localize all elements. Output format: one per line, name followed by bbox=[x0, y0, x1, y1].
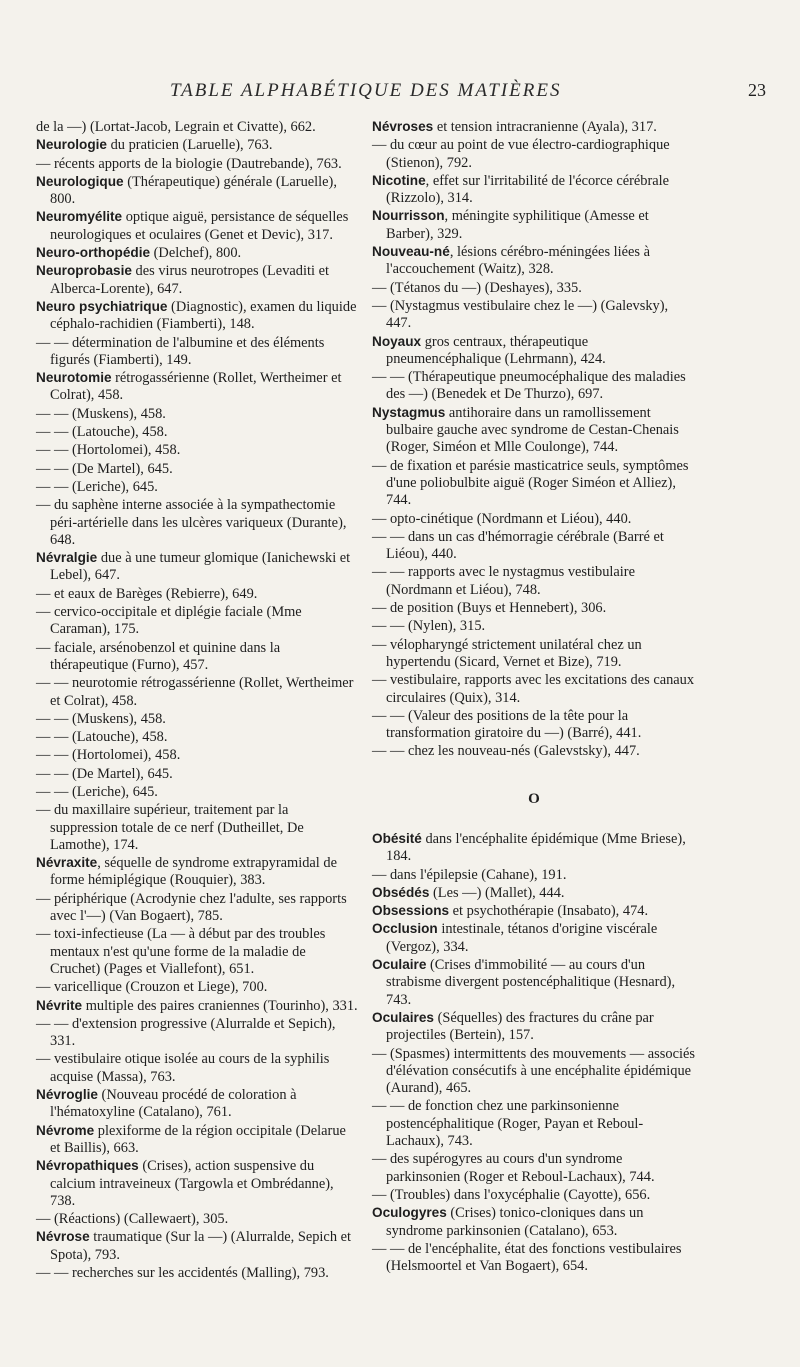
index-entry bbox=[36, 801, 358, 854]
page-number: 23 bbox=[748, 80, 766, 100]
index-entry bbox=[36, 118, 358, 136]
entry-text: — — de fonction chez une parkinsonienne postencéphalitique (Roger, Payan et Reboul-Lachaux), 743. bbox=[372, 1098, 644, 1150]
entry-headword: Neuromyélite bbox=[36, 209, 123, 225]
entry-text: — récents apports de la biologie (Dautrebande), 763. bbox=[36, 155, 342, 172]
entry-text: — (Réactions) (Callewaert), 305. bbox=[36, 1211, 229, 1228]
index-entry bbox=[36, 244, 358, 262]
index-entry bbox=[372, 118, 696, 136]
entry-text: — (Spasmes) intermittents des mouvements — associés d'élévation consécutifs à une encéphalite épidémique (Aurand), 465. bbox=[372, 1045, 695, 1097]
index-entry bbox=[372, 902, 696, 920]
entry-text: — opto-cinétique (Nordmann et Liéou), 440. bbox=[372, 510, 632, 527]
section-letter: O bbox=[528, 790, 540, 807]
index-entry bbox=[36, 1050, 358, 1086]
entry-headword: Nouveau-né bbox=[372, 244, 450, 260]
entry-text: — — dans un cas d'hémorragie cérébrale (Barré et Liéou), 440. bbox=[372, 528, 664, 563]
index-entry bbox=[372, 1045, 696, 1098]
index-entry bbox=[36, 334, 358, 370]
entry-text: — — (Hortolomei), 458. bbox=[36, 442, 181, 459]
index-entry bbox=[36, 746, 358, 764]
index-entry bbox=[36, 997, 358, 1015]
index-entry bbox=[372, 920, 696, 956]
index-entry bbox=[372, 599, 696, 617]
index-entry bbox=[372, 707, 696, 743]
index-entry bbox=[36, 1210, 358, 1228]
entry-headword: Névroses bbox=[372, 119, 434, 134]
entry-text: (Delchef), 800. bbox=[150, 245, 242, 262]
entry-text: — vestibulaire, rapports avec les excitations des canaux circulaires (Quix), 314. bbox=[372, 672, 695, 706]
entry-text: et tension intracranienne (Ayala), 317. bbox=[433, 119, 657, 135]
index-entry bbox=[36, 710, 358, 728]
index-entry bbox=[36, 496, 358, 549]
entry-text: — — (Nylen), 315. bbox=[372, 618, 486, 635]
entry-headword: Occlusion bbox=[372, 921, 438, 937]
index-entry bbox=[36, 405, 358, 423]
index-entry bbox=[372, 136, 696, 172]
running-head bbox=[0, 80, 800, 106]
entry-text: — — (Valeur des positions de la tête pour la transformation giratoire du —) (Barré), 441. bbox=[372, 707, 642, 742]
entry-text: du praticien (Laruelle), 763. bbox=[107, 137, 273, 154]
index-entry bbox=[36, 978, 358, 996]
entry-text: — — (Latouche), 458. bbox=[36, 729, 168, 746]
entry-text: — — (Muskens), 458. bbox=[36, 405, 166, 422]
entry-text: — de fixation et parésie masticatrice seuls, symptômes d'une poliobulbite aiguë (Roger Siméon et Alliez), 744. bbox=[372, 457, 689, 509]
entry-headword: Neurologique bbox=[36, 173, 124, 189]
entry-headword: Oculogyres bbox=[372, 1205, 447, 1221]
index-entry bbox=[372, 297, 696, 333]
entry-text: — — rapports avec le nystagmus vestibulaire (Nordmann et Liéou), 748. bbox=[372, 564, 635, 598]
index-column-right bbox=[372, 118, 696, 1275]
index-entry bbox=[36, 925, 358, 978]
entry-text: — — (Muskens), 458. bbox=[36, 710, 166, 727]
index-entry bbox=[36, 728, 358, 746]
entry-text: — (Troubles) dans l'oxycéphalie (Cayotte), 656. bbox=[372, 1186, 651, 1203]
index-entry bbox=[372, 207, 696, 243]
index-entry bbox=[36, 1264, 358, 1282]
entry-headword: Neuro-orthopédie bbox=[36, 245, 151, 261]
entry-text: — — chez les nouveau-nés (Galevstsky), 447. bbox=[372, 743, 640, 760]
index-entry bbox=[372, 333, 696, 369]
entry-text: (Crises d'immobilité — au cours d'un strabisme divergent postencéphalitique (Hesnard), 743. bbox=[386, 957, 676, 1008]
entry-headword: Neuro psychiatrique bbox=[36, 298, 168, 314]
entry-headword: Neurotomie bbox=[36, 370, 112, 386]
entry-text: (Crises), action suspensive du calcium intraveineux (Targowla et Ombrédanne), 738. bbox=[50, 1158, 334, 1209]
index-section-n bbox=[372, 118, 696, 761]
index-entry bbox=[36, 854, 358, 890]
index-section-o bbox=[372, 830, 696, 1275]
entry-text: — varicellique (Crouzon et Liege), 700. bbox=[36, 979, 268, 996]
entry-text: due à une tumeur glomique (Ianichewski et Lebel), 647. bbox=[50, 550, 351, 584]
entry-text: — — neurotomie rétrogassérienne (Rollet, Wertheimer et Colrat), 458. bbox=[36, 675, 354, 709]
index-entry bbox=[36, 603, 358, 639]
index-entry bbox=[36, 639, 358, 675]
entry-text: des virus neurotropes (Levaditi et Alberca-Lorente), 647. bbox=[50, 263, 329, 297]
entry-headword: Névrite bbox=[36, 997, 83, 1013]
index-entry bbox=[372, 368, 696, 404]
index-entry bbox=[372, 866, 696, 884]
index-entry bbox=[36, 1228, 358, 1264]
entry-text: — vélopharyngé strictement unilatéral chez un hypertendu (Sicard, Vernet et Bize), 719. bbox=[372, 636, 642, 670]
entry-text: — toxi-infectieuse (La — à début par des troubles mentaux n'est qu'une forme de la maladie de Cruchet) (Pages et Viallefont), 651. bbox=[36, 926, 326, 977]
entry-text: (Les —) (Mallet), 444. bbox=[429, 884, 565, 901]
index-entry bbox=[36, 423, 358, 441]
index-entry bbox=[36, 460, 358, 478]
index-entry bbox=[372, 1097, 696, 1150]
index-entry bbox=[36, 549, 358, 585]
entry-text: (Séquelles) des fractures du crâne par projectiles (Bertein), 157. bbox=[386, 1009, 654, 1044]
entry-headword: Neuroprobasie bbox=[36, 263, 132, 279]
entry-text: — vestibulaire otique isolée au cours de la syphilis acquise (Massa), 763. bbox=[36, 1051, 330, 1085]
index-entry bbox=[372, 956, 696, 1009]
entry-headword: Obsédés bbox=[372, 884, 430, 900]
index-entry bbox=[372, 1240, 696, 1276]
entry-text: — du maxillaire supérieur, traitement par la suppression totale de ce nerf (Dutheillet, De Lamothe), 174. bbox=[36, 802, 304, 853]
index-entry bbox=[36, 478, 358, 496]
entry-text: — périphérique (Acrodynie chez l'adulte, ses rapports avec l'—) (Van Bogaert), 785. bbox=[36, 890, 347, 925]
index-entry bbox=[372, 671, 696, 707]
index-entry bbox=[36, 890, 358, 926]
entry-text: , séquelle de syndrome extrapyramidal de forme hémiplégique (Rouquier), 383. bbox=[50, 855, 337, 889]
entry-text: — du cœur au point de vue électro-cardiographique (Stienon), 792. bbox=[372, 137, 670, 171]
index-entry bbox=[372, 563, 696, 599]
index-entry bbox=[372, 404, 696, 457]
entry-text: (Crises) tonico-cloniques dans un syndrome parkinsonien (Catalano), 653. bbox=[386, 1205, 644, 1239]
index-entry bbox=[372, 172, 696, 208]
entry-headword: Névraxite bbox=[36, 855, 98, 871]
entry-text: — cervico-occipitale et diplégie faciale (Mme Caraman), 175. bbox=[36, 604, 302, 638]
index-entry bbox=[36, 441, 358, 459]
entry-text: traumatique (Sur la —) (Alurralde, Sepich et Spota), 793. bbox=[50, 1229, 351, 1263]
entry-text: optique aiguë, persistance de séquelles neurologiques et oculaires (Genet et Devic), 317. bbox=[50, 209, 349, 243]
index-entry bbox=[36, 173, 358, 209]
index-entry bbox=[36, 1015, 358, 1051]
index-entry bbox=[36, 208, 358, 244]
index-column-left bbox=[36, 118, 358, 1282]
entry-text: — faciale, arsénobenzol et quinine dans la thérapeutique (Furno), 457. bbox=[36, 639, 281, 673]
entry-headword: Noyaux bbox=[372, 333, 422, 349]
index-entry bbox=[372, 510, 696, 528]
entry-text: — — (Leriche), 645. bbox=[36, 783, 158, 800]
entry-text: (Diagnostic), examen du liquide céphalo-rachidien (Fiamberti), 148. bbox=[50, 298, 357, 333]
index-entry bbox=[372, 457, 696, 510]
entry-text: gros centraux, thérapeutique pneumencéphalique (Lehrmann), 424. bbox=[386, 333, 606, 367]
entry-text: , méningite syphilitique (Amesse et Barber), 329. bbox=[386, 208, 649, 242]
entry-text: antihoraire dans un ramollissement bulbaire gauche avec syndrome de Cestan-Chenais (Roger, Siméon et Mlle Coulonge), 744. bbox=[386, 404, 679, 456]
index-entry bbox=[372, 1009, 696, 1045]
index-entry bbox=[36, 369, 358, 405]
entry-headword: Obsessions bbox=[372, 903, 450, 919]
index-entry bbox=[372, 1150, 696, 1186]
entry-text: — — (Thérapeutique pneumocéphalique des maladies des —) (Benedek et De Thurzo), 697. bbox=[372, 369, 686, 403]
index-entry bbox=[372, 279, 696, 297]
entry-headword: Neurologie bbox=[36, 137, 107, 153]
index-entry bbox=[36, 298, 358, 334]
index-entry bbox=[372, 528, 696, 564]
entry-headword: Obésité bbox=[372, 830, 422, 846]
entry-headword: Névrose bbox=[36, 1229, 90, 1245]
entry-text: — — (Hortolomei), 458. bbox=[36, 747, 181, 764]
entry-text: — du saphène interne associée à la sympathectomie péri-artérielle dans les ulcères variqueux (Durante), 648. bbox=[36, 497, 347, 548]
entry-text: — (Nystagmus vestibulaire chez le —) (Galevsky), 447. bbox=[372, 297, 669, 332]
entry-text: — — détermination de l'albumine et des éléments figurés (Fiamberti), 149. bbox=[36, 334, 325, 368]
entry-headword: Oculaires bbox=[372, 1009, 434, 1025]
entry-headword: Nourrisson bbox=[372, 208, 445, 224]
index-entry bbox=[372, 742, 696, 760]
entry-text: — (Tétanos du —) (Deshayes), 335. bbox=[372, 279, 582, 296]
index-entry bbox=[36, 765, 358, 783]
entry-text: (Thérapeutique) générale (Laruelle), 800. bbox=[50, 173, 337, 208]
entry-headword: Nicotine bbox=[372, 172, 426, 188]
index-entry bbox=[372, 830, 696, 866]
index-entry bbox=[36, 155, 358, 173]
index-entry bbox=[36, 585, 358, 603]
entry-text: — des supérogyres au cours d'un syndrome parkinsonien (Roger et Reboul-Lachaux), 744. bbox=[372, 1151, 655, 1185]
entry-text: plexiforme de la région occipitale (Delarue et Baillis), 663. bbox=[50, 1122, 346, 1156]
entry-text: rétrogassérienne (Rollet, Wertheimer et Colrat), 458. bbox=[50, 370, 342, 404]
entry-text: — dans l'épilepsie (Cahane), 191. bbox=[372, 866, 567, 883]
index-entry bbox=[36, 1157, 358, 1210]
entry-text: multiple des paires craniennes (Tourinho), 331. bbox=[82, 997, 358, 1014]
entry-headword: Névroglie bbox=[36, 1087, 98, 1103]
entry-text: (Nouveau procédé de coloration à l'hématoxyline (Catalano), 761. bbox=[50, 1087, 297, 1121]
entry-text: — de position (Buys et Hennebert), 306. bbox=[372, 600, 607, 617]
index-entry bbox=[36, 136, 358, 154]
entry-text: dans l'encéphalite épidémique (Mme Briese), 184. bbox=[386, 830, 686, 865]
index-entry bbox=[36, 1122, 358, 1158]
page-title: TABLE ALPHABÉTIQUE DES MATIÈRES bbox=[170, 80, 562, 101]
entry-text: — — d'extension progressive (Alurralde et Sepich), 331. bbox=[36, 1015, 336, 1050]
entry-text: — et eaux de Barèges (Rebierre), 649. bbox=[36, 585, 258, 602]
entry-text: de la —) (Lortat-Jacob, Legrain et Civatte), 662. bbox=[36, 119, 316, 135]
entry-headword: Nystagmus bbox=[372, 404, 446, 420]
entry-text: — — (De Martel), 645. bbox=[36, 765, 173, 782]
entry-text: — — de l'encéphalite, état des fonctions vestibulaires (Helsmoortel et Van Bogaert), 654. bbox=[372, 1240, 682, 1275]
entry-headword: Névralgie bbox=[36, 550, 98, 566]
index-entry bbox=[36, 783, 358, 801]
entry-headword: Oculaire bbox=[372, 957, 427, 973]
index-entry bbox=[36, 674, 358, 710]
index-entry bbox=[372, 617, 696, 635]
entry-text: intestinale, tétanos d'origine viscérale (Vergoz), 334. bbox=[386, 921, 658, 955]
entry-headword: Névropathiques bbox=[36, 1158, 139, 1174]
index-entry bbox=[372, 1186, 696, 1204]
index-entry bbox=[372, 1204, 696, 1240]
entry-text: , effet sur l'irritabilité de l'écorce cérébrale (Rizzolo), 314. bbox=[386, 172, 670, 207]
entry-text: — — (Leriche), 645. bbox=[36, 478, 158, 495]
index-entry bbox=[372, 884, 696, 902]
entry-text: — — (Latouche), 458. bbox=[36, 424, 168, 441]
entry-text: — — recherches sur les accidentés (Malling), 793. bbox=[36, 1265, 329, 1281]
entry-text: — — (De Martel), 645. bbox=[36, 460, 173, 477]
entry-text: , lésions cérébro-méningées liées à l'accouchement (Waitz), 328. bbox=[386, 244, 651, 278]
index-entry bbox=[36, 262, 358, 298]
entry-headword: Névrome bbox=[36, 1122, 95, 1138]
index-entry bbox=[36, 1086, 358, 1122]
index-entry bbox=[372, 243, 696, 279]
index-entry bbox=[372, 636, 696, 672]
entry-text: et psychothérapie (Insabato), 474. bbox=[449, 903, 649, 920]
